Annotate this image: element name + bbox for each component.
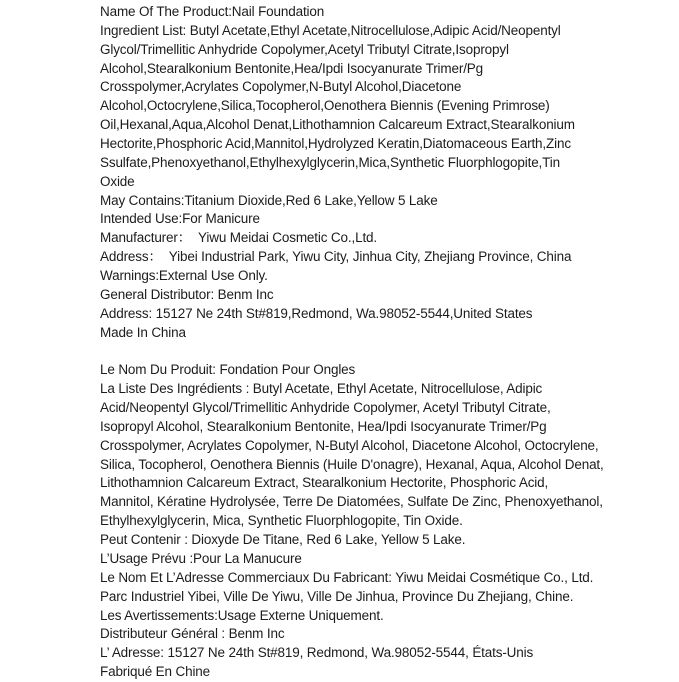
- text-line: Parc Industriel Yibei, Ville De Yiwu, Ville De Jinhua, Province Du Zhejiang, Chine.: [100, 588, 574, 604]
- section-gap: [100, 342, 669, 361]
- text-line: Name Of The Product:Nail Foundation: [100, 4, 325, 19]
- text-line: Le Nom Et L’Adresse Commerciaux Du Fabricant: Yiwu Meidai Cosmétique Co., Ltd.: [100, 569, 594, 585]
- text-line: Peut Contenir : Dioxyde De Titane, Red 6 Lake, Yellow 5 Lake.: [100, 532, 466, 548]
- text-line: Alcohol,Stearalkonium Bentonite,Hea/Ipdi Isocyanurate Trimer/Pg: [100, 60, 484, 76]
- text-line: Ssulfate,Phenoxyethanol,Ethylhexylglycerin,Mica,Synthetic Fluorphlogopite,Tin: [100, 154, 560, 170]
- french-label-section: [100, 361, 669, 682]
- text-line: Lithothamnion Calcareum Extract, Stearalkonium Hectorite, Phosphoric Acid,: [100, 475, 549, 491]
- text-line: Made In China: [100, 324, 186, 340]
- text-line: Isopropyl Alcohol, Stearalkonium Bentonite, Hea/Ipdi Isocyanurate Trimer/Pg: [100, 418, 547, 434]
- text-line: Alcohol,Octocrylene,Silica,Tocopherol,Oenothera Biennis (Evening Primrose): [100, 98, 550, 114]
- text-line: Crosspolymer, Acrylates Copolymer, N-Butyl Alcohol, Diacetone Alcohol, Octocrylene,: [100, 437, 599, 453]
- text-line: Address： Yibei Industrial Park, Yiwu City, Jinhua City, Zhejiang Province, China: [100, 249, 572, 265]
- text-line: Acid/Neopentyl Glycol/Trimellitic Anhydride Copolymer, Acetyl Tributyl Citrate,: [100, 400, 551, 416]
- text-line: Warnings:External Use Only.: [100, 268, 268, 284]
- text-line: Les Avertissements:Usage Externe Uniquement.: [100, 607, 384, 623]
- text-line: Silica, Tocopherol, Oenothera Biennis (Huile D'onagre), Hexanal, Aqua, Alcohol Denat,: [100, 456, 604, 472]
- text-line: Distributeur Général : Benm Inc: [100, 626, 285, 642]
- text-line: Manufacturer： Yiwu Meidai Cosmetic Co.,Ltd.: [100, 230, 378, 246]
- text-line: Oxide: [100, 173, 135, 189]
- text-line: Ethylhexylglycerin, Mica, Synthetic Fluorphlogopite, Tin Oxide.: [100, 513, 463, 529]
- text-line: Intended Use:For Manicure: [100, 211, 260, 227]
- text-line: Crosspolymer,Acrylates Copolymer,N-Butyl Alcohol,Diacetone: [100, 79, 462, 95]
- text-line: General Distributor: Benm Inc: [100, 286, 274, 302]
- text-line: Fabriqué En Chine: [100, 664, 211, 680]
- text-line: Oil,Hexanal,Aqua,Alcohol Denat,Lithothamnion Calcareum Extract,Stearalkonium: [100, 117, 575, 133]
- text-line: La Liste Des Ingrédients : Butyl Acetate, Ethyl Acetate, Nitrocellulose, Adipic: [100, 381, 543, 397]
- text-line: Mannitol, Kératine Hydrolysée, Terre De Diatomées, Sulfate De Zinc, Phenoxyethanol,: [100, 494, 603, 510]
- text-line: Le Nom Du Produit: Fondation Pour Ongles: [100, 362, 356, 378]
- english-label-section: [100, 3, 669, 342]
- text-line: Ingredient List: Butyl Acetate,Ethyl Acetate,Nitrocellulose,Adipic Acid/Neopentyl: [100, 22, 561, 38]
- text-line: May Contains:Titanium Dioxide,Red 6 Lake,Yellow 5 Lake: [100, 192, 438, 208]
- text-line: Glycol/Trimellitic Anhydride Copolymer,Acetyl Tributyl Citrate,Isopropyl: [100, 41, 509, 57]
- text-line: Hectorite,Phosphoric Acid,Mannitol,Hydrolyzed Keratin,Diatomaceous Earth,Zinc: [100, 136, 571, 152]
- text-line: L’Usage Prévu :Pour La Manucure: [100, 550, 302, 566]
- text-line: Address: 15127 Ne 24th St#819,Redmond, Wa.98052-5544,United States: [100, 305, 533, 321]
- text-line: L’ Adresse: 15127 Ne 24th St#819, Redmond, Wa.98052-5544, États-Unis: [100, 645, 534, 661]
